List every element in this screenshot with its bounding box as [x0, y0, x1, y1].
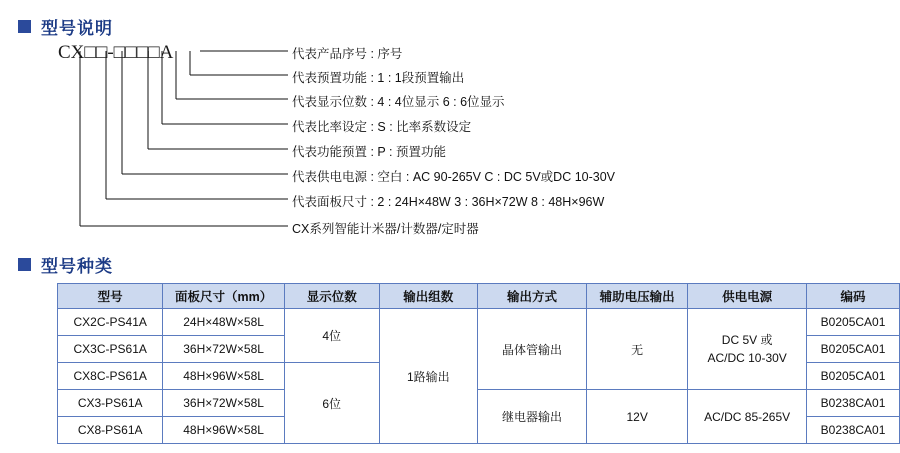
model-types-table: [57, 283, 900, 444]
callout-preset-function: 代表预置功能 : 1 : 1段预置输出: [292, 71, 465, 85]
callout-supply-power: 代表供电电源 : 空白 : AC 90-265V C : DC 5V或DC 10-30V: [292, 170, 616, 184]
cell-code: B0238CA01: [807, 417, 900, 444]
cell-power-dc: [688, 309, 807, 390]
callout-display-digits: 代表显示位数 : 4 : 4位显示 6 : 6位显示: [292, 95, 505, 109]
col-header-out-mode: 输出方式: [477, 284, 586, 309]
cell-panel: 48H×96W×58L: [163, 363, 284, 390]
cell-code: B0205CA01: [807, 336, 900, 363]
table-row: [58, 309, 900, 336]
cell-model: CX3C-PS61A: [58, 336, 163, 363]
cell-digits-4: 4位: [284, 309, 379, 363]
table-row: [58, 390, 900, 417]
callout-series-name: CX系列智能计米器/计数器/定时器: [292, 222, 479, 236]
table-body: [58, 309, 900, 444]
cell-model: CX8C-PS61A: [58, 363, 163, 390]
cell-aux-12v: 12V: [587, 390, 688, 444]
cell-out-mode-transistor: 晶体管输出: [477, 309, 586, 390]
cell-panel: 48H×96W×58L: [163, 417, 284, 444]
square-bullet-icon: [18, 258, 31, 271]
model-code-diagram: [0, 36, 900, 246]
section-title-text: 型号说明: [41, 19, 113, 38]
cell-code: B0205CA01: [807, 363, 900, 390]
callout-function-preset: 代表功能预置 : P : 预置功能: [292, 145, 446, 159]
square-bullet-icon: [18, 20, 31, 33]
cell-output-groups: 1路输出: [379, 309, 477, 444]
table-header-row: [58, 284, 900, 309]
cell-model: CX2C-PS41A: [58, 309, 163, 336]
cell-model: CX3-PS61A: [58, 390, 163, 417]
col-header-aux: 辅助电压输出: [587, 284, 688, 309]
cell-code: B0238CA01: [807, 390, 900, 417]
col-header-groups: 输出组数: [379, 284, 477, 309]
cell-panel: 36H×72W×58L: [163, 390, 284, 417]
cell-out-mode-relay: 继电器输出: [477, 390, 586, 444]
col-header-panel: 面板尺寸（mm）: [163, 284, 284, 309]
col-header-digits: 显示位数: [284, 284, 379, 309]
col-header-code: 编码: [807, 284, 900, 309]
callout-panel-size: 代表面板尺寸 : 2 : 24H×48W 3 : 36H×72W 8 : 48H×96W: [292, 195, 605, 209]
col-header-model: 型号: [58, 284, 163, 309]
cell-model: CX8-PS61A: [58, 417, 163, 444]
power-line-1: DC 5V 或: [721, 333, 773, 347]
cell-panel: 36H×72W×58L: [163, 336, 284, 363]
cell-code: B0205CA01: [807, 309, 900, 336]
section-heading-model-types: [18, 252, 113, 277]
power-line-2: AC/DC 10-30V: [707, 351, 787, 365]
cell-panel: 24H×48W×58L: [163, 309, 284, 336]
callout-product-serial: 代表产品序号 : 序号: [292, 47, 403, 61]
table-header: [58, 284, 900, 309]
cell-power-ac: AC/DC 85-265V: [688, 390, 807, 444]
section-title-text: 型号种类: [41, 257, 113, 276]
model-code-text: CX□□-□□□□A: [58, 42, 174, 63]
callout-ratio-setting: 代表比率设定 : S : 比率系数设定: [292, 120, 472, 134]
cell-aux-none: 无: [587, 309, 688, 390]
col-header-power: 供电电源: [688, 284, 807, 309]
cell-digits-6: 6位: [284, 363, 379, 444]
